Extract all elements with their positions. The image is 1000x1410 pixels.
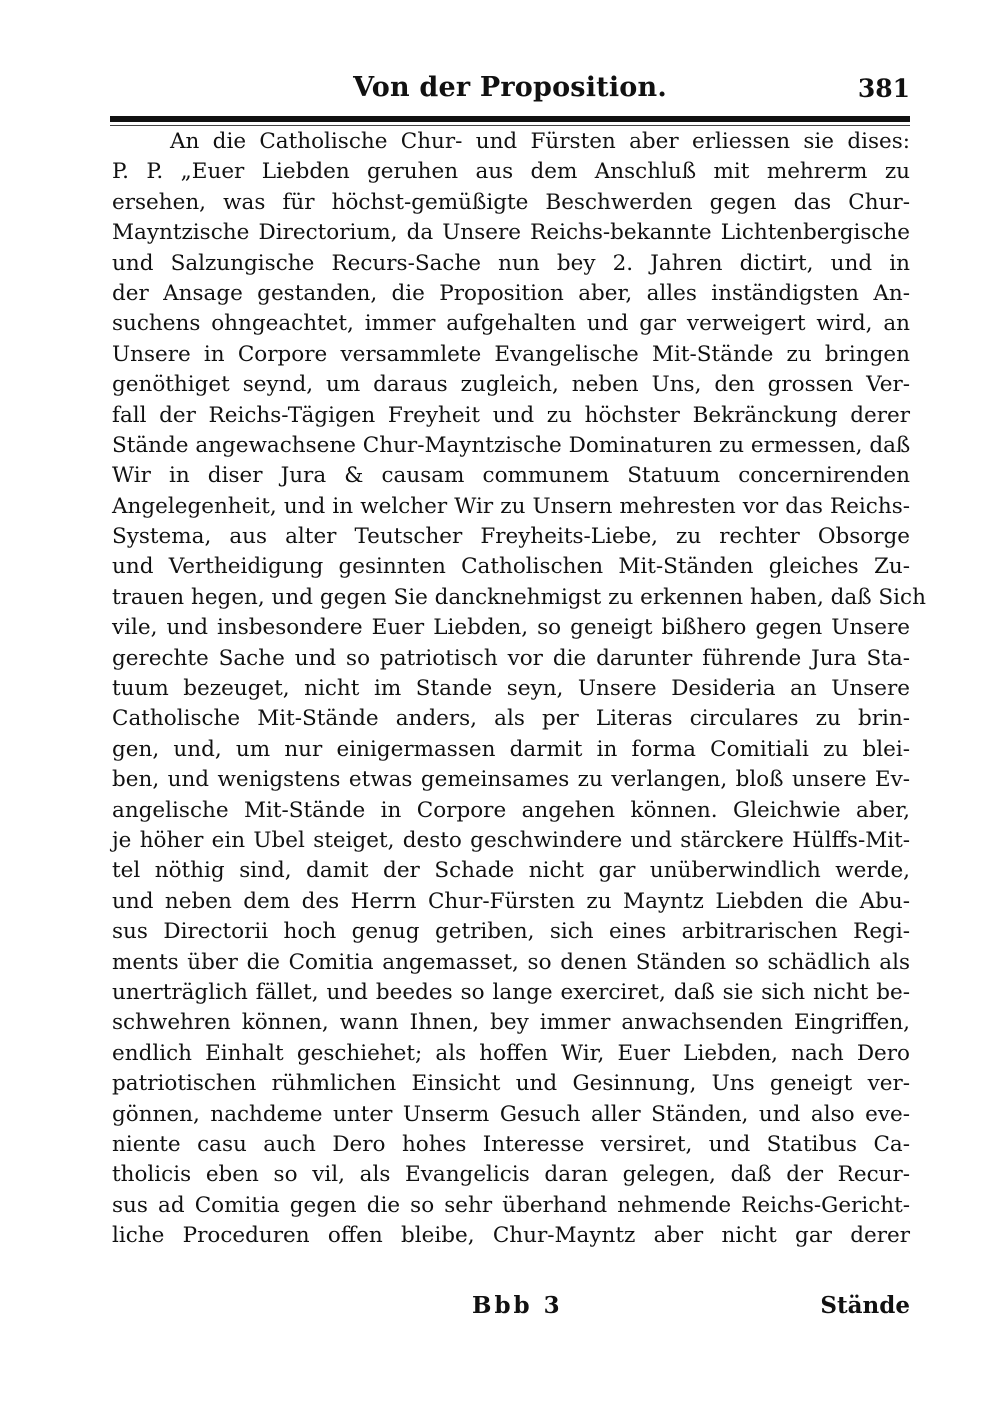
text-line: und neben dem des Herrn Chur-Fürsten zu Mayntz Liebden die Abu- xyxy=(112,888,910,914)
text-line: genöthiget seynd, um daraus zugleich, neben Uns, den grossen Ver- xyxy=(112,372,910,398)
text-line: fall der Reichs-Tägigen Freyheit und zu höchster Bekränckung derer xyxy=(112,402,910,428)
text-line: und Salzungische Recurs-Sache nun bey 2. Jahren dictirt, und in xyxy=(112,250,910,276)
text-line: tholicis eben so vil, als Evangelicis daran gelegen, daß der Recur- xyxy=(112,1162,910,1188)
text-line: gerechte Sache und so patriotisch vor die darunter führende Jura Sta- xyxy=(112,645,910,671)
text-line: Systema, aus alter Teutscher Freyheits-Liebe, zu rechter Obsorge xyxy=(112,524,910,550)
page-number: 381 xyxy=(857,74,910,103)
running-head: Von der Proposition. xyxy=(353,72,667,103)
text-line: vile, und insbesondere Euer Liebden, so geneigt bißhero gegen Unsere xyxy=(112,615,910,641)
text-line: Catholische Mit-Stände anders, als per Literas circulares zu brin- xyxy=(112,706,910,732)
text-line: ersehen, was für höchst-gemüßigte Beschwerden gegen das Chur- xyxy=(112,189,910,215)
text-line: der Ansage gestanden, die Proposition aber, alles inständigsten An- xyxy=(112,280,910,306)
text-line: liche Proceduren offen bleibe, Chur-Mayntz aber nicht gar derer xyxy=(112,1223,910,1249)
page-footer xyxy=(112,1292,910,1328)
text-line: endlich Einhalt geschiehet; als hoffen Wir, Euer Liebden, nach Dero xyxy=(112,1040,910,1066)
text-line: ben, und wenigstens etwas gemeinsames zu verlangen, bloß unsere Ev- xyxy=(112,767,910,793)
text-line: sus ad Comitia gegen die so sehr überhand nehmende Reichs-Gericht- xyxy=(112,1192,910,1218)
text-line: und Vertheidigung gesinnten Catholischen Mit-Ständen gleiches Zu- xyxy=(112,554,910,580)
text-line: Angelegenheit, und in welcher Wir zu Unsern mehresten vor das Reichs- xyxy=(112,493,910,519)
text-line: P. P. „Euer Liebden geruhen aus dem Anschluß mit mehrerm zu xyxy=(112,159,910,185)
text-line: sus Directorii hoch genug getriben, sich eines arbitrarischen Regi- xyxy=(112,919,910,945)
text-line: niente casu auch Dero hohes Interesse versiret, und Statibus Ca- xyxy=(112,1131,910,1157)
text-line: schwehren können, wann Ihnen, bey immer anwachsenden Eingriffen, xyxy=(112,1010,910,1036)
text-line: suchens ohngeachtet, immer aufgehalten und gar verweigert wird, an xyxy=(112,311,910,337)
header-rule xyxy=(110,116,910,122)
text-line: patriotischen rühmlichen Einsicht und Gesinnung, Uns geneigt ver- xyxy=(112,1071,910,1097)
text-line: gen, und, um nur einigermassen darmit in forma Comitiali zu blei- xyxy=(112,736,910,762)
text-line: tuum bezeuget, nicht im Stande seyn, Unsere Desideria an Unsere xyxy=(112,676,910,702)
text-line: Unsere in Corpore versammlete Evangelische Mit-Stände zu bringen xyxy=(112,341,910,367)
catchword: Stände xyxy=(820,1292,910,1319)
text-line: ments über die Comitia angemasset, so denen Ständen so schädlich als xyxy=(112,949,910,975)
text-line: je höher ein Ubel steiget, desto geschwindere und stärckere Hülffs-Mit- xyxy=(112,827,910,853)
text-line: gönnen, nachdeme unter Unserm Gesuch aller Ständen, und also eve- xyxy=(112,1101,910,1127)
text-line: tel nöthig sind, damit der Schade nicht gar unüberwindlich werde, xyxy=(112,858,910,884)
signature-mark: Bbb 3 xyxy=(472,1292,563,1319)
text-line: Stände angewachsene Chur-Mayntzische Dominaturen zu ermessen, daß xyxy=(112,432,911,458)
header-rule-thin xyxy=(110,125,910,126)
text-line: angelische Mit-Stände in Corpore angehen können. Gleichwie aber, xyxy=(112,797,910,823)
text-line: Mayntzische Directorium, da Unsere Reichs-bekannte Lichtenbergische xyxy=(112,220,910,246)
text-line: Wir in diser Jura & causam communem Statuum concernirenden xyxy=(112,463,910,489)
text-line: unerträglich fället, und beedes so lange exerciret, daß sie sich nicht be- xyxy=(112,979,910,1005)
text-line: trauen hegen, und gegen Sie dancknehmigst zu erkennen haben, daß Sich xyxy=(112,584,926,610)
page-header xyxy=(110,72,910,112)
body-text xyxy=(112,127,926,1251)
text-line: An die Catholische Chur- und Fürsten aber erliessen sie dises: xyxy=(170,129,910,154)
